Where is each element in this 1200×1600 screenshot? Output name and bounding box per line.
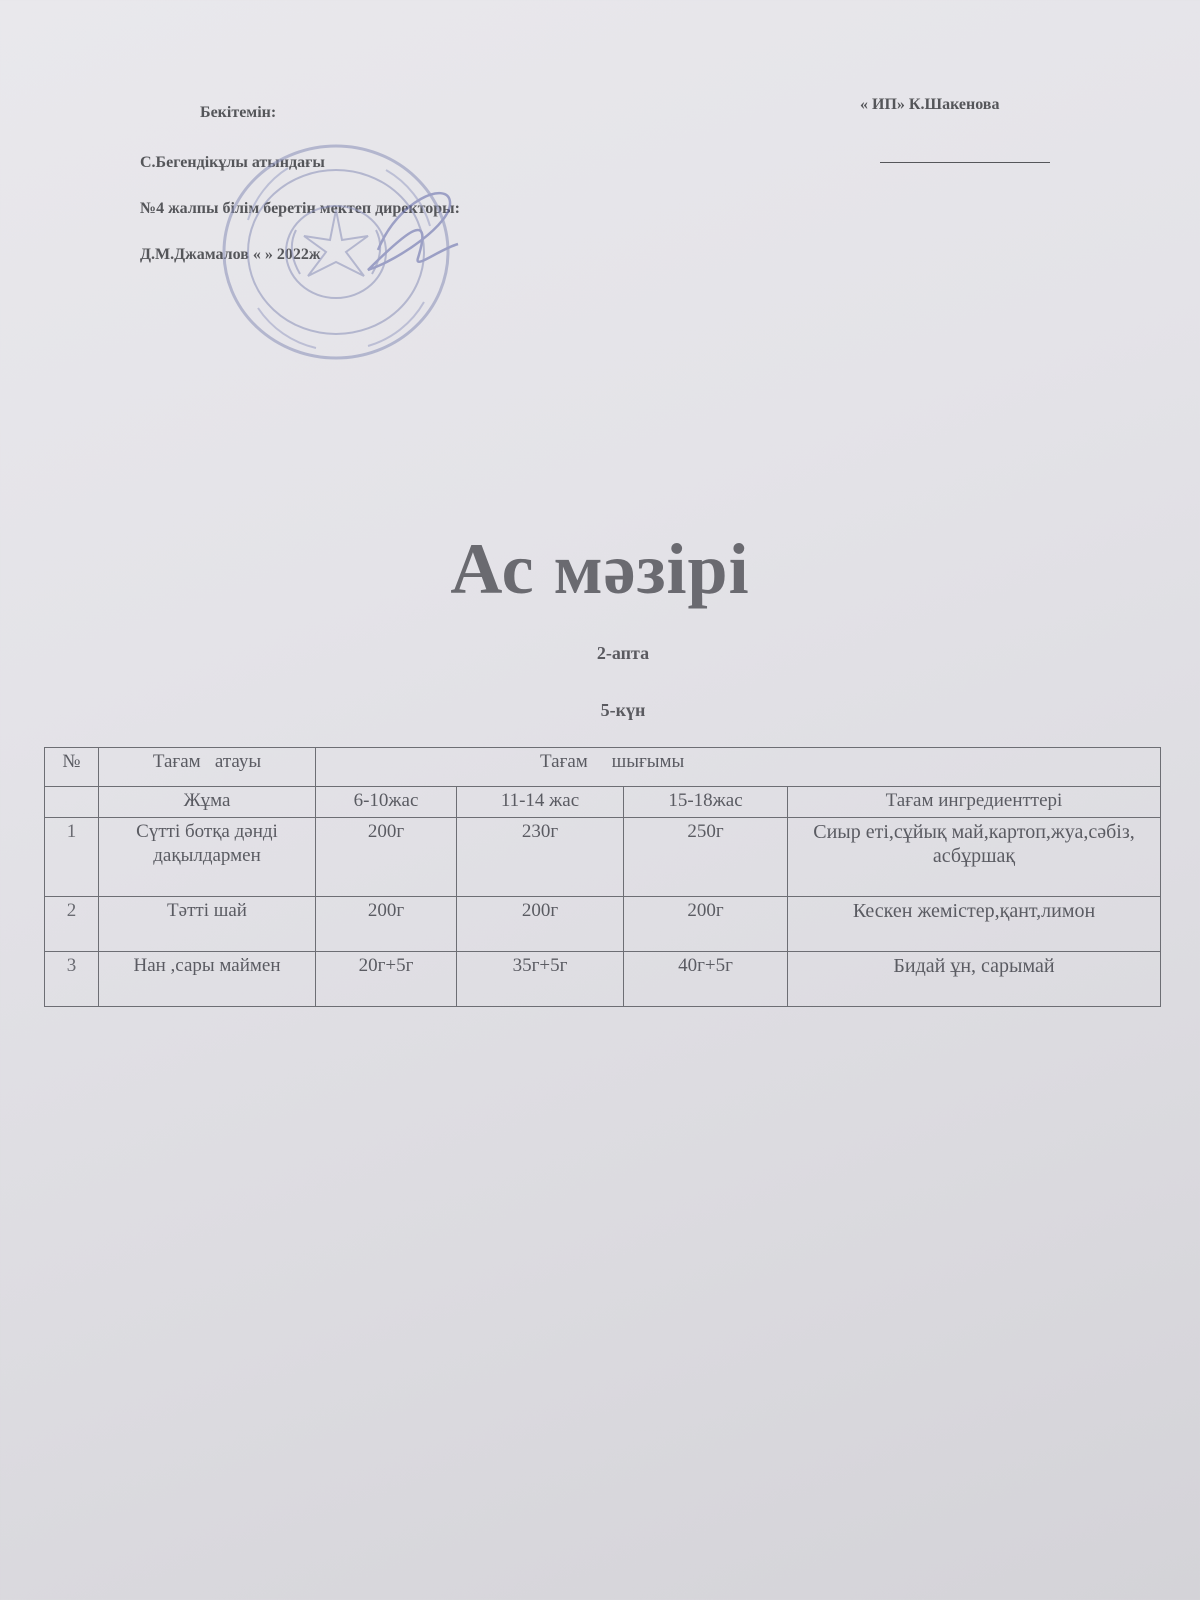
row-age-15-18: 200г (624, 897, 788, 952)
header-output: Тағам шығымы (316, 748, 1161, 787)
day-label: 5-күн (600, 700, 646, 720)
row-age-15-18: 250г (624, 818, 788, 897)
row-age-6-10: 200г (316, 818, 457, 897)
row-age-11-14: 230г (457, 818, 624, 897)
row-ingredients: Бидай ұн, сарымай (788, 952, 1161, 1007)
row-num: 2 (45, 897, 99, 952)
approval-school-name: С.Бегендікұлы атындағы (140, 154, 325, 171)
header-num: № (45, 748, 99, 787)
approval-director-name-date: Д.М.Джамалов « » 2022ж (140, 246, 321, 263)
row-age-15-18: 40г+5г (624, 952, 788, 1007)
row-ingredients: Сиыр еті,сұйық май,картоп,жуа,сәбіз, асбұршақ (788, 818, 1161, 897)
row-dish: Нан ,сары маймен (99, 952, 316, 1007)
row-dish: Тәтті шай (99, 897, 316, 952)
page-title: Ас мәзірі (450, 529, 750, 609)
supplier-name: « ИП» К.Шакенова (860, 96, 1000, 113)
table-row (45, 897, 1161, 952)
menu-table (44, 747, 1161, 1007)
header-dish-name: Тағам атауы (99, 748, 316, 787)
supplier-signature-line (880, 162, 1050, 163)
row-age-6-10: 20г+5г (316, 952, 457, 1007)
header-age-15-18: 15-18жас (624, 787, 788, 818)
header-age-11-14: 11-14 жас (457, 787, 624, 818)
row-num: 3 (45, 952, 99, 1007)
header-day-name: Жұма (99, 787, 316, 818)
header-empty (45, 787, 99, 818)
row-age-11-14: 35г+5г (457, 952, 624, 1007)
approval-heading: Бекітемін: (200, 104, 277, 121)
week-label: 2-апта (596, 643, 650, 663)
round-official-seal-icon (218, 140, 468, 370)
row-num: 1 (45, 818, 99, 897)
header-age-6-10: 6-10жас (316, 787, 457, 818)
row-ingredients: Кескен жемістер,қант,лимон (788, 897, 1161, 952)
approval-director-title: №4 жалпы білім беретін мектеп директоры: (140, 200, 460, 217)
table-row (45, 818, 1161, 897)
table-header-row-2 (45, 787, 1161, 818)
header-ingredients: Тағам ингредиенттері (788, 787, 1161, 818)
table-row (45, 952, 1161, 1007)
row-age-11-14: 200г (457, 897, 624, 952)
row-dish: Сүтті ботқа дәнді дақылдармен (99, 818, 316, 897)
table-header-row-1 (45, 748, 1161, 787)
row-age-6-10: 200г (316, 897, 457, 952)
